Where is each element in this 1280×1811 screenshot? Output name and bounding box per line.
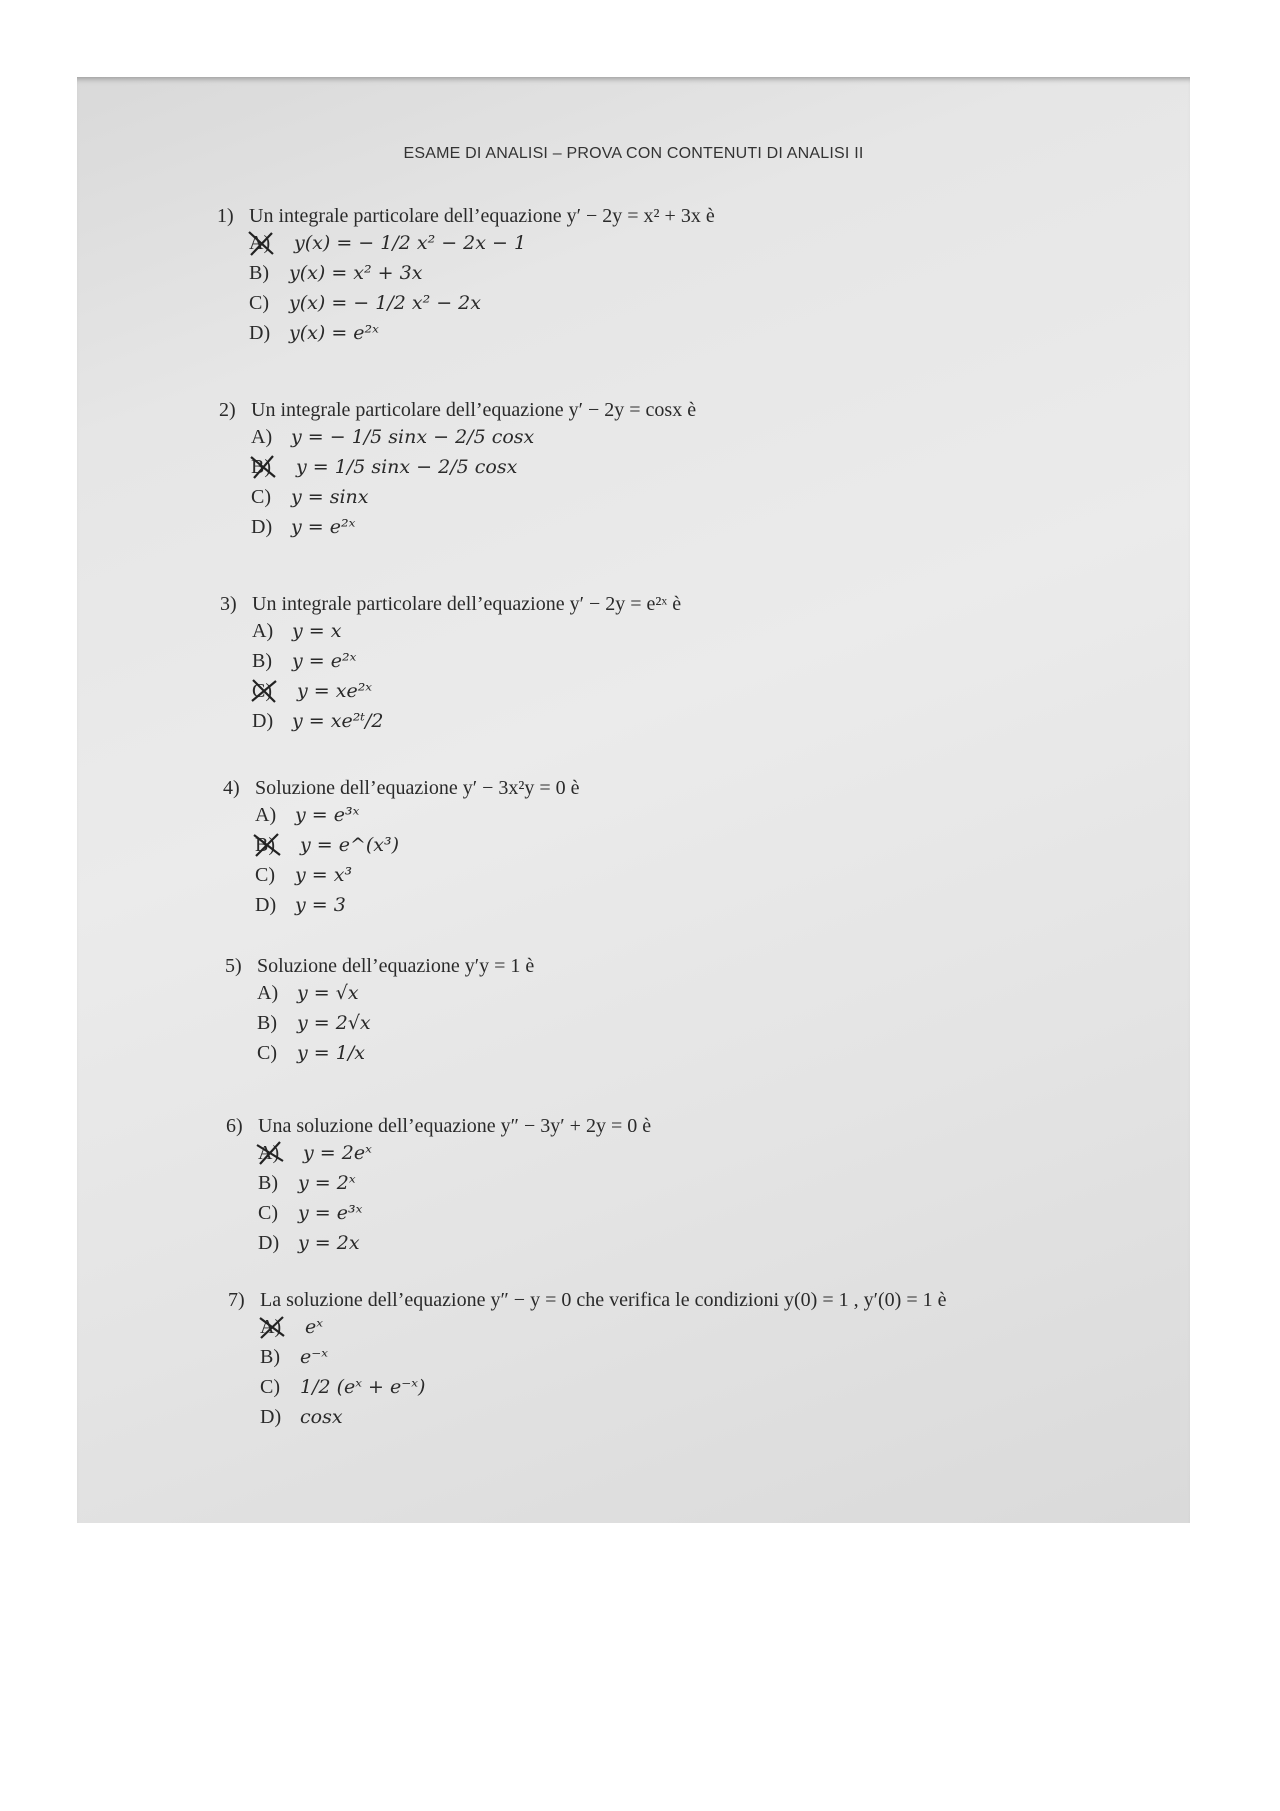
exam-header: ESAME DI ANALISI – PROVA CON CONTENUTI DI ANALISI II: [403, 145, 864, 162]
question-text: Un integrale particolare dell’equazione y′ − 2y = x² + 3x è: [249, 205, 715, 227]
option-1c: C) y(x) = − 1/2 x² − 2x: [249, 292, 481, 314]
question-2: 2) Un integrale particolare dell’equazione y′ − 2y = cosx è A) y = − 1/5 sinx − 2/5 cosx B) y = 1/5 sinx − 2/5 cosx C) y = sinx D) y = e²ˣ: [219, 399, 696, 542]
option-7b: B) e⁻ˣ: [260, 1346, 329, 1368]
option-2c: C) y = sinx: [251, 486, 369, 508]
question-7: 7) La soluzione dell’equazione y″ − y = 0 che verifica le condizioni y(0) = 1 , y′(0) = 1 è A) eˣ B) e⁻ˣ C) 1/2 (eˣ + e⁻ˣ) D) cosx: [228, 1289, 946, 1432]
option-5b: B) y = 2√x: [257, 1012, 371, 1034]
cross-mark-icon: [254, 1139, 288, 1167]
cross-mark-icon: [247, 453, 281, 481]
option-1b: B) y(x) = x² + 3x: [249, 262, 423, 284]
question-6: 6) Una soluzione dell’equazione y″ − 3y′ + 2y = 0 è A) y = 2eˣ B) y = 2ˣ C) y = e³ˣ D) y = 2x: [226, 1115, 651, 1258]
option-7d: D) cosx: [260, 1406, 343, 1428]
option-4a: A) y = e³ˣ: [255, 804, 360, 826]
option-6d: D) y = 2x: [258, 1232, 360, 1254]
option-3d: D) y = xe²ᵗ/2: [252, 710, 384, 732]
question-text: Soluzione dell’equazione y′ − 3x²y = 0 è: [255, 777, 580, 799]
option-4d: D) y = 3: [255, 894, 346, 916]
option-5c: C) y = 1/x: [257, 1042, 365, 1064]
question-text: Un integrale particolare dell’equazione y′ − 2y = e²ˣ è: [252, 593, 682, 615]
option-2d: D) y = e²ˣ: [251, 516, 356, 538]
cross-mark-icon: [256, 1313, 290, 1341]
option-2a: A) y = − 1/5 sinx − 2/5 cosx: [251, 426, 535, 448]
option-6b: B) y = 2ˣ: [258, 1172, 356, 1194]
option-4c: C) y = x³: [255, 864, 353, 886]
question-4: 4) Soluzione dell’equazione y′ − 3x²y = 0 è A) y = e³ˣ B) y = e^(x³) C) y = x³ D) y = 3: [223, 777, 580, 920]
option-6a: A) y = 2eˣ: [258, 1138, 651, 1168]
option-1d: D) y(x) = e²ˣ: [249, 322, 379, 344]
option-2b: B) y = 1/5 sinx − 2/5 cosx: [251, 452, 696, 482]
question-text: Soluzione dell’equazione y′y = 1 è: [257, 955, 535, 977]
option-3b: B) y = e²ˣ: [252, 650, 357, 672]
option-3c: C) y = xe²ˣ: [252, 676, 681, 706]
question-5: 5) Soluzione dell’equazione y′y = 1 è A) y = √x B) y = 2√x C) y = 1/x: [225, 955, 534, 1068]
question-3: 3) Un integrale particolare dell’equazione y′ − 2y = e²ˣ è A) y = x B) y = e²ˣ C) y = xe²ˣ D) y = xe²ᵗ/2: [220, 593, 681, 736]
option-4b: B) y = e^(x³): [255, 830, 580, 860]
option-7c: C) 1/2 (eˣ + e⁻ˣ): [260, 1376, 426, 1398]
question-text: La soluzione dell’equazione y″ − y = 0 che verifica le condizioni y(0) = 1 , y′(0) = 1 è: [260, 1289, 947, 1311]
cross-mark-icon: [251, 831, 285, 859]
option-1a: A) y(x) = − 1/2 x² − 2x − 1: [249, 228, 715, 258]
option-3a: A) y = x: [252, 620, 342, 642]
question-text: Una soluzione dell’equazione y″ − 3y′ + 2y = 0 è: [258, 1115, 652, 1137]
question-text: Un integrale particolare dell’equazione y′ − 2y = cosx è: [251, 399, 697, 421]
option-6c: C) y = e³ˣ: [258, 1202, 363, 1224]
exam-sheet: [77, 77, 1190, 1523]
option-7a: A) eˣ: [260, 1312, 946, 1342]
cross-mark-icon: [245, 229, 279, 257]
question-1: 1) Un integrale particolare dell’equazione y′ − 2y = x² + 3x è A) y(x) = − 1/2 x² − 2x − 1 B) y(x) = x² + 3x C) y(x) = − 1/2 x² − 2x D) y(x) = e²ˣ: [217, 205, 715, 348]
option-5a: A) y = √x: [257, 982, 359, 1004]
cross-mark-icon: [248, 677, 282, 705]
